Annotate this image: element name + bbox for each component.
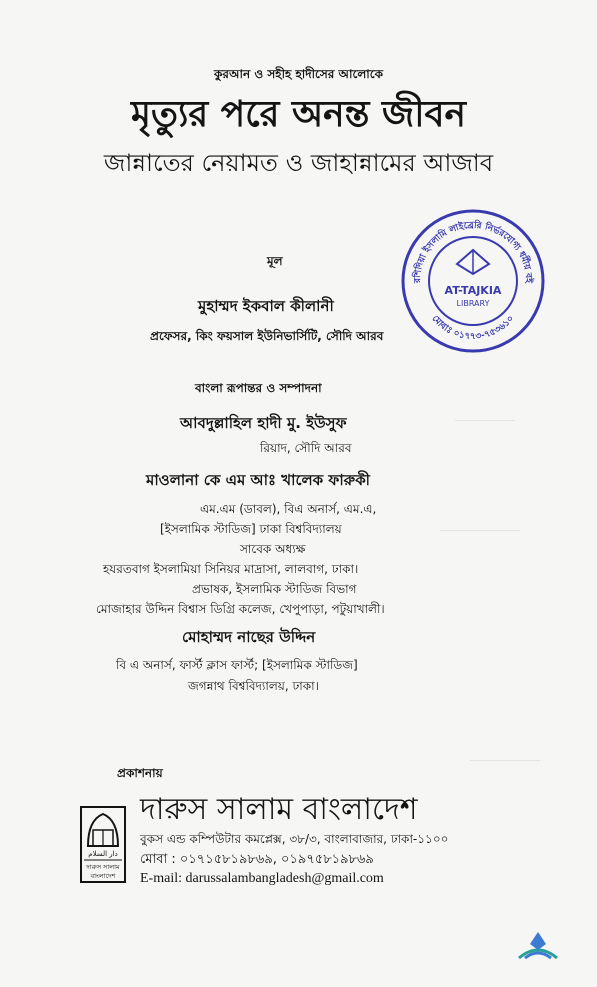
editor2-line4: হযরতবাগ ইসলামিয়া সিনিয়র মাদ্রাসা, লালবাগ, ঢাকা। xyxy=(103,562,359,576)
stamp-top-text: রশিদিয়া ইসলামি লাইব্রেরি নির্ভরযোগ্য ধর্মীয় বই xyxy=(412,220,534,283)
publisher-address: বুকস এন্ড কম্পিউটার কমপ্লেক্স, ৩৮/৩, বাংলাবাজার, ঢাকা-১১০০ xyxy=(140,832,449,846)
svg-text:دار السلام: دار السلام xyxy=(88,850,118,858)
publisher-logo xyxy=(80,806,126,883)
original-label: মূল xyxy=(267,254,283,268)
editor3-name: মোহাম্মদ নাছের উদ্দিন xyxy=(182,628,316,646)
svg-text:মোবাঃ ০১৭৭৩-৭৫৩৬১০ xyxy=(430,314,517,342)
publication-label: প্রকাশনায় xyxy=(117,766,163,780)
editor1-name: আবদুল্লাহিল হাদী মু. ইউসুফ xyxy=(180,414,347,432)
editor3-line2: জগন্নাথ বিশ্ববিদ্যালয়, ঢাকা। xyxy=(188,679,319,693)
stamp-sub: LIBRARY xyxy=(456,299,490,308)
book-subtitle: জান্নাতের নেয়ামত ও জাহান্নামের আজাব xyxy=(103,149,494,177)
editor2-line1: এম.এম (ডাবল), বিএ অনার্স, এম.এ, xyxy=(200,502,377,516)
bleed-through-line xyxy=(455,420,515,421)
editor2-line2: [ইসলামিক স্টাডিজ] ঢাকা বিশ্ববিদ্যালয় xyxy=(160,522,342,536)
publisher-name: দারুস সালাম বাংলাদেশ xyxy=(140,792,418,827)
editor1-place: রিয়াদ, সৌদি আরব xyxy=(260,441,352,455)
book-title: মৃত্যুর পরে অনন্ত জীবন xyxy=(130,94,467,135)
publisher-email: E-mail: darussalambangladesh@gmail.com xyxy=(140,871,384,886)
editor2-line6: মোজাহার উদ্দিন বিশ্বাস ডিগ্রি কলেজ, খেপুপাড়া, পটুয়াখালী। xyxy=(96,602,385,616)
editor2-line3: সাবেক অধ্যক্ষ xyxy=(240,542,306,556)
library-stamp xyxy=(398,206,548,356)
editor2-line5: প্রভাষক, ইসলামিক স্টাডিজ বিভাগ xyxy=(192,582,357,596)
logo-caption-1: দারুস সালাম xyxy=(86,863,120,871)
stamp-bottom-text: মোবাঃ ০১৭৭৩-৭৫৩৬১০ xyxy=(429,313,517,343)
book-icon xyxy=(457,250,489,274)
author-description: প্রফেসর, কিং ফয়সাল ইউনিভার্সিটি, সৌদি আরব xyxy=(150,329,384,343)
corner-logo-mark xyxy=(513,928,563,966)
publisher-phone: মোবা : ০১৭১৫৮১৯৮৬৯, ০১৯৭৫৮১৯৮৬৯ xyxy=(140,852,374,867)
bleed-through-line xyxy=(470,760,540,761)
translation-label: বাংলা রূপান্তর ও সম্পাদনা xyxy=(195,381,322,395)
editor3-line1: বি এ অনার্স, ফার্স্ট ক্লাস ফার্স্ট; [ইসলামিক স্টাডিজ] xyxy=(116,658,358,672)
logo-caption-2: বাংলাদেশ xyxy=(90,872,116,880)
bleed-through-line xyxy=(440,530,520,531)
stamp-name: AT-TAJKIA xyxy=(444,284,502,297)
editor2-name: মাওলানা কে এম আঃ খালেক ফারুকী xyxy=(146,471,370,489)
kicker-text: কুরআন ও সহীহ হাদীসের আলোকে xyxy=(214,67,383,81)
author-name: মুহাম্মদ ইকবাল কীলানী xyxy=(198,297,334,315)
